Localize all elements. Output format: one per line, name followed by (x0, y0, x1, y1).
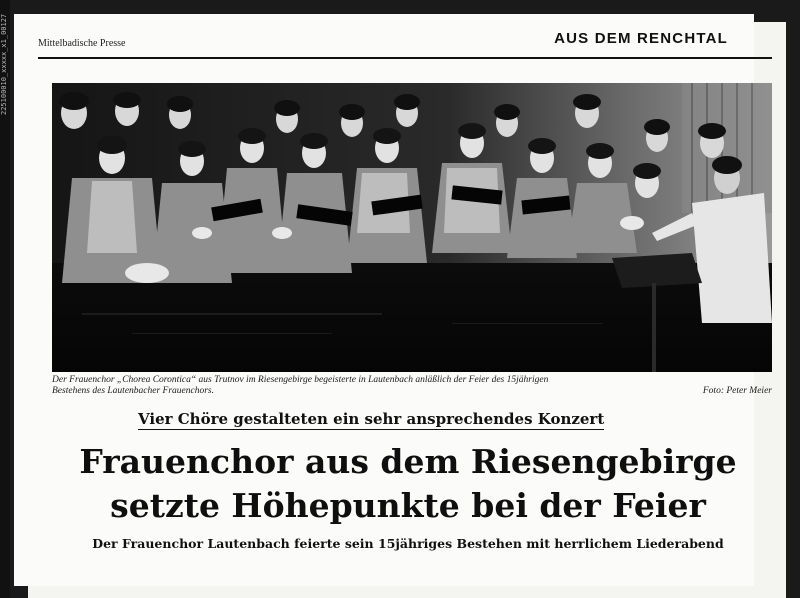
article-subhead: Der Frauenchor Lautenbach feierte sein 15jähriges Bestehen mit herrlichem Liederabend (92, 536, 724, 551)
photo-credit: Foto: Peter Meier (702, 386, 772, 396)
newspaper-name: Mittelbadische Presse (38, 38, 126, 49)
headline-line-2: setzte Höhepunkte bei der Feier (110, 486, 706, 525)
photo-caption (52, 375, 772, 397)
header-rule (38, 57, 772, 59)
section-name: AUS DEM RENCHTAL (554, 30, 728, 47)
scan-side-strip (0, 0, 10, 598)
choir-photo-icon (52, 83, 772, 372)
caption-line-2: Bestehens des Lautenbacher Frauenchors. (52, 386, 214, 396)
headline-line-1: Frauenchor aus dem Riesengebirge (79, 442, 737, 481)
choir-photo (52, 83, 772, 372)
article-kicker: Vier Chöre gestalteten ein sehr ansprechendes Konzert (138, 410, 605, 428)
clipping-header (38, 30, 728, 54)
caption-line-1: Der Frauenchor „Chorea Corontica“ aus Trutnov im Riesengebirge begeisterte in Lautenbach anläßlich der Feier des 15jährigen (52, 375, 549, 385)
article-headline (38, 440, 778, 528)
scan-label: 225100010_xxxxx_x1_00127 (0, 13, 8, 115)
